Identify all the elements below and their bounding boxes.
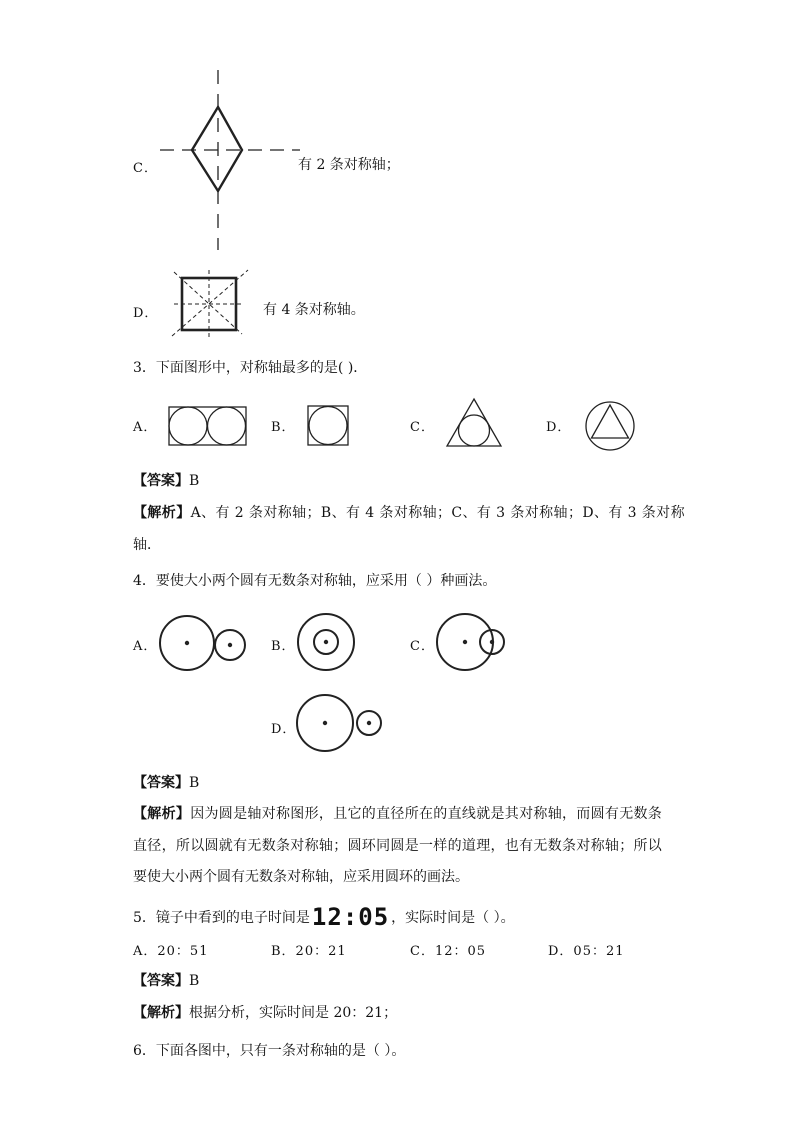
q5-option-b: B．20：21: [271, 944, 347, 959]
q4-analysis-line1: [133, 804, 662, 824]
q4-option-b-label: B．: [271, 639, 296, 654]
q3-figure-a: [168, 405, 248, 447]
rhombus-figure: [150, 65, 300, 255]
q5-option-c: C．12：05: [410, 944, 487, 959]
mirror-clock-display: 12:05: [311, 903, 390, 931]
q4-analysis-text1: 因为圆是轴对称图形，且它的直径所在的直线就是其对称轴，而圆有无数条: [190, 806, 663, 822]
q3-question: 3．下面图形中，对称轴最多的是( )．: [133, 360, 368, 376]
q4-answer-tag: 【答案】: [133, 775, 189, 791]
q4-option-c-label: C．: [410, 639, 435, 654]
q3-figure-b: [307, 405, 351, 447]
q3-analysis-tag: 【解析】: [133, 505, 191, 521]
q4-figure-a: [158, 614, 248, 674]
q3-figure-c: [444, 397, 504, 449]
q5-option-a: A．20：51: [133, 944, 209, 959]
q4-answer-value: B: [189, 775, 200, 791]
q2-option-c-text: 有 2 条对称轴；: [298, 157, 400, 173]
q2-option-d-text: 有 4 条对称轴。: [263, 302, 365, 318]
q3-analysis-line1: [133, 503, 685, 523]
q4-analysis-line3: 要使大小两个圆有无数条对称轴，应采用圆环的画法。: [133, 869, 469, 885]
q4-answer: [133, 773, 199, 793]
q4-figure-d: [294, 693, 386, 755]
q3-option-b-label: B．: [271, 420, 296, 435]
q5-analysis: [133, 1003, 397, 1023]
q5-answer-tag: 【答案】: [133, 973, 189, 989]
q3-option-c-label: C．: [410, 420, 435, 435]
q3-analysis-line2: 轴．: [133, 537, 161, 553]
q3-figure-d: [584, 400, 636, 452]
q4-option-d-label: D．: [271, 722, 297, 737]
q4-figure-b: [296, 612, 358, 674]
q3-answer-value: B: [189, 473, 200, 489]
square-figure: [170, 268, 252, 340]
q5-answer-value: B: [189, 973, 200, 989]
q3-analysis-text1: A、有 2 条对称轴；B、有 4 条对称轴；C、有 3 条对称轴；D、有 3 条对称: [190, 505, 685, 521]
q3-option-d-label: D．: [546, 420, 572, 435]
q3-answer: [133, 471, 199, 491]
q4-analysis-line2: 直径，所以圆就有无数条对称轴；圆环同圆是一样的道理，也有无数条对称轴；所以: [133, 838, 663, 854]
q2-option-d-label: D．: [133, 306, 159, 321]
q5-question-prefix: 5．镜子中看到的电子时间是: [133, 910, 310, 926]
q4-question: 4．要使大小两个圆有无数条对称轴，应采用（ ）种画法。: [133, 573, 497, 589]
q3-option-a-label: A．: [133, 420, 158, 435]
q4-option-a-label: A．: [133, 639, 158, 654]
q4-figure-c: [435, 612, 511, 674]
q4-analysis-tag: 【解析】: [133, 806, 191, 822]
q6-question: 6．下面各图中，只有一条对称轴的是（ ）。: [133, 1043, 406, 1059]
q3-answer-tag: 【答案】: [133, 473, 189, 489]
q5-question-suffix: ，实际时间是（ ）。: [391, 910, 515, 926]
q5-analysis-tag: 【解析】: [133, 1005, 189, 1021]
q5-analysis-text: 根据分析，实际时间是 20：21；: [189, 1005, 398, 1021]
q5-answer: [133, 971, 199, 991]
q2-option-c-label: C．: [133, 161, 158, 176]
q5-option-d: D．05：21: [548, 944, 625, 959]
q5-question: [133, 903, 515, 931]
